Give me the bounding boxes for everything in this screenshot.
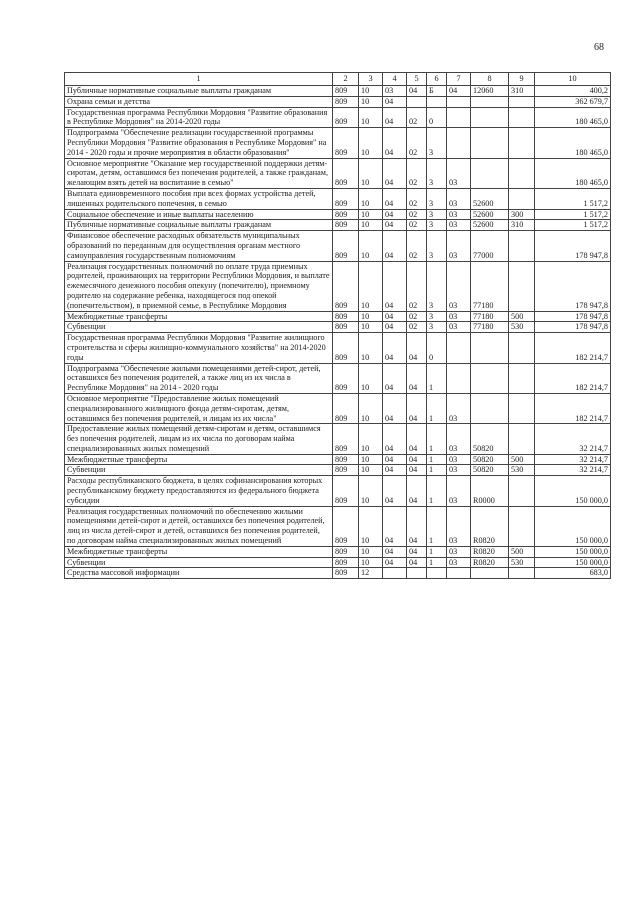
table-row: [65, 393, 611, 423]
subsection-code-cell: 04: [383, 107, 407, 128]
ministry-code-cell: 809: [333, 322, 359, 333]
row-name-cell: Субвенции: [65, 322, 333, 333]
direction-code-cell: 50820: [471, 465, 509, 476]
table-row: [65, 158, 611, 188]
subsection-code-cell: 04: [383, 261, 407, 311]
direction-code-cell: [471, 128, 509, 158]
ministry-code-cell: 809: [333, 220, 359, 231]
activity-code-cell: 04: [447, 86, 471, 97]
section-code-cell: 10: [359, 96, 383, 107]
expense-type-cell: 500: [509, 311, 535, 322]
program-code-cell: 02: [407, 128, 427, 158]
amount-cell: 1 517,2: [535, 209, 611, 220]
program-code-cell: [407, 96, 427, 107]
section-code-cell: 10: [359, 465, 383, 476]
activity-code-cell: 03: [447, 506, 471, 546]
program-code-cell: 02: [407, 231, 427, 261]
program-code-cell: 02: [407, 209, 427, 220]
ministry-code-cell: 809: [333, 557, 359, 568]
section-code-cell: 10: [359, 209, 383, 220]
page-number: 68: [594, 42, 604, 53]
row-name-cell: Основное мероприятие "Предоставление жилых помещений специализированного жилищного фонда детям-сиротам, детям, оставшимся без попечения родителей, и лицам из их числа": [65, 393, 333, 423]
ministry-code-cell: 809: [333, 454, 359, 465]
table-row: [65, 96, 611, 107]
header-cell: 4: [383, 73, 407, 86]
subsection-code-cell: 04: [383, 363, 407, 393]
expense-type-cell: 530: [509, 465, 535, 476]
ministry-code-cell: 809: [333, 188, 359, 209]
ministry-code-cell: 809: [333, 96, 359, 107]
expense-type-cell: [509, 363, 535, 393]
program-code-cell: 02: [407, 322, 427, 333]
ministry-code-cell: 809: [333, 333, 359, 363]
amount-cell: 182 214,7: [535, 333, 611, 363]
row-name-cell: Основное мероприятие "Оказание мер государственной поддержки детям-сиротам, детям, оставшимся без попечения родителей, а также гражданам, желающим взять детей на воспитание в семью": [65, 158, 333, 188]
subprogram-code-cell: 1: [427, 363, 447, 393]
program-code-cell: [407, 568, 427, 579]
program-code-cell: 02: [407, 107, 427, 128]
subsection-code-cell: 04: [383, 393, 407, 423]
ministry-code-cell: 809: [333, 363, 359, 393]
ministry-code-cell: 809: [333, 424, 359, 454]
amount-cell: 150 000,0: [535, 506, 611, 546]
activity-code-cell: [447, 568, 471, 579]
row-name-cell: Предоставление жилых помещений детям-сиротам и детям, оставшимся без попечения родителей, лицам из их числа по договорам найма специализированных жилых помещений: [65, 424, 333, 454]
direction-code-cell: 52600: [471, 209, 509, 220]
direction-code-cell: 77000: [471, 231, 509, 261]
subsection-code-cell: 04: [383, 188, 407, 209]
section-code-cell: 10: [359, 311, 383, 322]
direction-code-cell: [471, 363, 509, 393]
expense-type-cell: [509, 261, 535, 311]
table-row: [65, 568, 611, 579]
subprogram-code-cell: 3: [427, 188, 447, 209]
section-code-cell: 10: [359, 158, 383, 188]
subsection-code-cell: [383, 568, 407, 579]
activity-code-cell: 03: [447, 476, 471, 506]
table-row: [65, 231, 611, 261]
subsection-code-cell: 04: [383, 311, 407, 322]
subprogram-code-cell: 3: [427, 322, 447, 333]
table-row: [65, 557, 611, 568]
ministry-code-cell: 809: [333, 465, 359, 476]
program-code-cell: 04: [407, 424, 427, 454]
expense-type-cell: 530: [509, 557, 535, 568]
expense-type-cell: [509, 107, 535, 128]
section-code-cell: 10: [359, 333, 383, 363]
expense-type-cell: 310: [509, 220, 535, 231]
row-name-cell: Публичные нормативные социальные выплаты гражданам: [65, 86, 333, 97]
subprogram-code-cell: 1: [427, 557, 447, 568]
expense-type-cell: 500: [509, 454, 535, 465]
section-code-cell: 12: [359, 568, 383, 579]
program-code-cell: 04: [407, 476, 427, 506]
section-code-cell: 10: [359, 454, 383, 465]
expense-type-cell: [509, 506, 535, 546]
activity-code-cell: 03: [447, 546, 471, 557]
subsection-code-cell: 04: [383, 424, 407, 454]
subsection-code-cell: 04: [383, 209, 407, 220]
subsection-code-cell: 03: [383, 86, 407, 97]
expense-type-cell: 310: [509, 86, 535, 97]
subsection-code-cell: 04: [383, 333, 407, 363]
row-name-cell: Государственная программа Республики Мордовия "Развитие жилищного строительства и сферы жилищно-коммунального хозяйства" на 2014-2020 годы: [65, 333, 333, 363]
program-code-cell: 04: [407, 546, 427, 557]
section-code-cell: 10: [359, 363, 383, 393]
section-code-cell: 10: [359, 557, 383, 568]
activity-code-cell: 03: [447, 465, 471, 476]
subsection-code-cell: 04: [383, 557, 407, 568]
row-name-cell: Государственная программа Республики Мордовия "Развитие образования в Республике Мордовия" на 2014-2020 годы: [65, 107, 333, 128]
table-row: [65, 220, 611, 231]
program-code-cell: 04: [407, 363, 427, 393]
program-code-cell: 02: [407, 188, 427, 209]
section-code-cell: 10: [359, 476, 383, 506]
amount-cell: 32 214,7: [535, 454, 611, 465]
direction-code-cell: [471, 333, 509, 363]
amount-cell: 180 465,0: [535, 107, 611, 128]
amount-cell: 180 465,0: [535, 128, 611, 158]
subprogram-code-cell: 3: [427, 158, 447, 188]
section-code-cell: 10: [359, 231, 383, 261]
direction-code-cell: [471, 158, 509, 188]
budget-table: [64, 72, 611, 579]
direction-code-cell: R0820: [471, 546, 509, 557]
direction-code-cell: 77180: [471, 311, 509, 322]
activity-code-cell: 03: [447, 231, 471, 261]
expense-type-cell: [509, 158, 535, 188]
program-code-cell: 04: [407, 333, 427, 363]
activity-code-cell: [447, 107, 471, 128]
subprogram-code-cell: 3: [427, 220, 447, 231]
program-code-cell: 04: [407, 454, 427, 465]
header-cell: 3: [359, 73, 383, 86]
section-code-cell: 10: [359, 506, 383, 546]
header-cell: 9: [509, 73, 535, 86]
program-code-cell: 02: [407, 311, 427, 322]
table-row: [65, 454, 611, 465]
header-cell: 1: [65, 73, 333, 86]
program-code-cell: 04: [407, 557, 427, 568]
amount-cell: 178 947,8: [535, 311, 611, 322]
ministry-code-cell: 809: [333, 311, 359, 322]
section-code-cell: 10: [359, 188, 383, 209]
ministry-code-cell: 809: [333, 393, 359, 423]
expense-type-cell: [509, 231, 535, 261]
row-name-cell: Реализация государственных полномочий по оплате труда приемных родителей, проживающих на территории Республики Мордовия, и выплате ежемесячного денежного пособия опекуну (попечителю), приемному родителю на содержание ребенка, находящегося под опекой (попечительством), в приемной семье, в Республике Мордовия: [65, 261, 333, 311]
direction-code-cell: 77180: [471, 322, 509, 333]
expense-type-cell: [509, 476, 535, 506]
subsection-code-cell: 04: [383, 96, 407, 107]
subprogram-code-cell: 1: [427, 506, 447, 546]
direction-code-cell: 52600: [471, 188, 509, 209]
row-name-cell: Выплата единовременного пособия при всех формах устройства детей, лишенных родительского попечения, в семью: [65, 188, 333, 209]
amount-cell: 178 947,8: [535, 261, 611, 311]
row-name-cell: Расходы республиканского бюджета, в целях софинансирования которых республиканскому бюджету предоставляются из федерального бюджета субсидии: [65, 476, 333, 506]
header-cell: 8: [471, 73, 509, 86]
expense-type-cell: [509, 568, 535, 579]
amount-cell: 178 947,8: [535, 322, 611, 333]
table-row: [65, 546, 611, 557]
expense-type-cell: [509, 128, 535, 158]
ministry-code-cell: 809: [333, 568, 359, 579]
direction-code-cell: 52600: [471, 220, 509, 231]
direction-code-cell: R0820: [471, 506, 509, 546]
activity-code-cell: 03: [447, 311, 471, 322]
activity-code-cell: 03: [447, 220, 471, 231]
activity-code-cell: 03: [447, 209, 471, 220]
activity-code-cell: [447, 333, 471, 363]
header-cell: 10: [535, 73, 611, 86]
subprogram-code-cell: Б: [427, 86, 447, 97]
amount-cell: 150 000,0: [535, 557, 611, 568]
expense-type-cell: [509, 333, 535, 363]
table-row: [65, 506, 611, 546]
subprogram-code-cell: [427, 568, 447, 579]
row-name-cell: Реализация государственных полномочий по обеспечению жилыми помещениями детей-сирот и детей, оставшихся без попечения родителей, лиц из числа детей-сирот и детей, оставшихся без попечения родителей, по договорам найма специализированных жилых помещений: [65, 506, 333, 546]
activity-code-cell: [447, 128, 471, 158]
direction-code-cell: [471, 393, 509, 423]
ministry-code-cell: 809: [333, 506, 359, 546]
section-code-cell: 10: [359, 86, 383, 97]
ministry-code-cell: 809: [333, 476, 359, 506]
subprogram-code-cell: 1: [427, 476, 447, 506]
amount-cell: 1 517,2: [535, 188, 611, 209]
row-name-cell: Финансовое обеспечение расходных обязательств муниципальных образований по переданным для осуществления органам местного самоуправления государственным полномочиям: [65, 231, 333, 261]
header-cell: 5: [407, 73, 427, 86]
subprogram-code-cell: 1: [427, 424, 447, 454]
section-code-cell: 10: [359, 322, 383, 333]
subprogram-code-cell: 3: [427, 261, 447, 311]
direction-code-cell: 77180: [471, 261, 509, 311]
subsection-code-cell: 04: [383, 128, 407, 158]
header-cell: 2: [333, 73, 359, 86]
amount-cell: 683,0: [535, 568, 611, 579]
activity-code-cell: [447, 363, 471, 393]
table-row: [65, 363, 611, 393]
direction-code-cell: R0000: [471, 476, 509, 506]
subprogram-code-cell: 0: [427, 333, 447, 363]
table-row: [65, 311, 611, 322]
subprogram-code-cell: 0: [427, 107, 447, 128]
expense-type-cell: [509, 393, 535, 423]
subprogram-code-cell: 3: [427, 209, 447, 220]
table-row: [65, 128, 611, 158]
row-name-cell: Подпрограмма "Обеспечение реализации государственной программы Республики Мордовия "Развитие образования в Республике Мордовия" на 2014 - 2020 годы и прочие мероприятия в области образования": [65, 128, 333, 158]
row-name-cell: Межбюджетные трансферты: [65, 546, 333, 557]
row-name-cell: Средства массовой информации: [65, 568, 333, 579]
amount-cell: 180 465,0: [535, 158, 611, 188]
subprogram-code-cell: 3: [427, 231, 447, 261]
table-row: [65, 333, 611, 363]
subsection-code-cell: 04: [383, 465, 407, 476]
expense-type-cell: [509, 96, 535, 107]
amount-cell: 362 679,7: [535, 96, 611, 107]
ministry-code-cell: 809: [333, 86, 359, 97]
section-code-cell: 10: [359, 546, 383, 557]
amount-cell: 32 214,7: [535, 465, 611, 476]
subsection-code-cell: 04: [383, 454, 407, 465]
table-row: [65, 322, 611, 333]
activity-code-cell: 03: [447, 454, 471, 465]
subprogram-code-cell: [427, 96, 447, 107]
subprogram-code-cell: 1: [427, 546, 447, 557]
program-code-cell: 02: [407, 158, 427, 188]
expense-type-cell: 500: [509, 546, 535, 557]
direction-code-cell: 12060: [471, 86, 509, 97]
section-code-cell: 10: [359, 261, 383, 311]
program-code-cell: 04: [407, 465, 427, 476]
row-name-cell: Социальное обеспечение и иные выплаты населению: [65, 209, 333, 220]
row-name-cell: Межбюджетные трансферты: [65, 454, 333, 465]
activity-code-cell: [447, 96, 471, 107]
amount-cell: 178 947,8: [535, 231, 611, 261]
activity-code-cell: 03: [447, 188, 471, 209]
section-code-cell: 10: [359, 393, 383, 423]
ministry-code-cell: 809: [333, 209, 359, 220]
header-cell: 6: [427, 73, 447, 86]
ministry-code-cell: 809: [333, 128, 359, 158]
subsection-code-cell: 04: [383, 220, 407, 231]
direction-code-cell: 50820: [471, 454, 509, 465]
program-code-cell: 04: [407, 393, 427, 423]
expense-type-cell: [509, 424, 535, 454]
program-code-cell: 02: [407, 220, 427, 231]
subsection-code-cell: 04: [383, 322, 407, 333]
ministry-code-cell: 809: [333, 158, 359, 188]
activity-code-cell: 03: [447, 424, 471, 454]
table-row: [65, 476, 611, 506]
table-header-row: [65, 73, 611, 86]
activity-code-cell: 03: [447, 557, 471, 568]
row-name-cell: Подпрограмма "Обеспечение жилыми помещениями детей-сирот, детей, оставшихся без попечения родителей, а также лиц из их числа в Республике Мордовия" на 2014 - 2020 годы: [65, 363, 333, 393]
amount-cell: 32 214,7: [535, 424, 611, 454]
row-name-cell: Субвенции: [65, 465, 333, 476]
amount-cell: 1 517,2: [535, 220, 611, 231]
row-name-cell: Субвенции: [65, 557, 333, 568]
table-row: [65, 188, 611, 209]
subprogram-code-cell: 1: [427, 393, 447, 423]
ministry-code-cell: 809: [333, 107, 359, 128]
section-code-cell: 10: [359, 128, 383, 158]
ministry-code-cell: 809: [333, 261, 359, 311]
program-code-cell: 04: [407, 86, 427, 97]
activity-code-cell: 03: [447, 322, 471, 333]
amount-cell: 150 000,0: [535, 546, 611, 557]
subprogram-code-cell: 1: [427, 465, 447, 476]
table-row: [65, 261, 611, 311]
expense-type-cell: 530: [509, 322, 535, 333]
program-code-cell: 02: [407, 261, 427, 311]
subprogram-code-cell: 1: [427, 454, 447, 465]
activity-code-cell: 03: [447, 393, 471, 423]
section-code-cell: 10: [359, 220, 383, 231]
row-name-cell: Охрана семьи и детства: [65, 96, 333, 107]
subsection-code-cell: 04: [383, 546, 407, 557]
table-row: [65, 209, 611, 220]
table-row: [65, 424, 611, 454]
activity-code-cell: 03: [447, 261, 471, 311]
amount-cell: 182 214,7: [535, 393, 611, 423]
ministry-code-cell: 809: [333, 546, 359, 557]
activity-code-cell: 03: [447, 158, 471, 188]
direction-code-cell: R0820: [471, 557, 509, 568]
header-cell: 7: [447, 73, 471, 86]
section-code-cell: 10: [359, 424, 383, 454]
direction-code-cell: [471, 568, 509, 579]
table-row: [65, 465, 611, 476]
table-row: [65, 86, 611, 97]
subprogram-code-cell: 3: [427, 311, 447, 322]
direction-code-cell: [471, 107, 509, 128]
amount-cell: 150 000,0: [535, 476, 611, 506]
direction-code-cell: [471, 96, 509, 107]
expense-type-cell: [509, 188, 535, 209]
ministry-code-cell: 809: [333, 231, 359, 261]
expense-type-cell: 300: [509, 209, 535, 220]
subsection-code-cell: 04: [383, 506, 407, 546]
subsection-code-cell: 04: [383, 231, 407, 261]
row-name-cell: Межбюджетные трансферты: [65, 311, 333, 322]
section-code-cell: 10: [359, 107, 383, 128]
subsection-code-cell: 04: [383, 158, 407, 188]
program-code-cell: 04: [407, 506, 427, 546]
amount-cell: 400,2: [535, 86, 611, 97]
table-row: [65, 107, 611, 128]
amount-cell: 182 214,7: [535, 363, 611, 393]
row-name-cell: Публичные нормативные социальные выплаты гражданам: [65, 220, 333, 231]
direction-code-cell: 50820: [471, 424, 509, 454]
subsection-code-cell: 04: [383, 476, 407, 506]
subprogram-code-cell: 3: [427, 128, 447, 158]
